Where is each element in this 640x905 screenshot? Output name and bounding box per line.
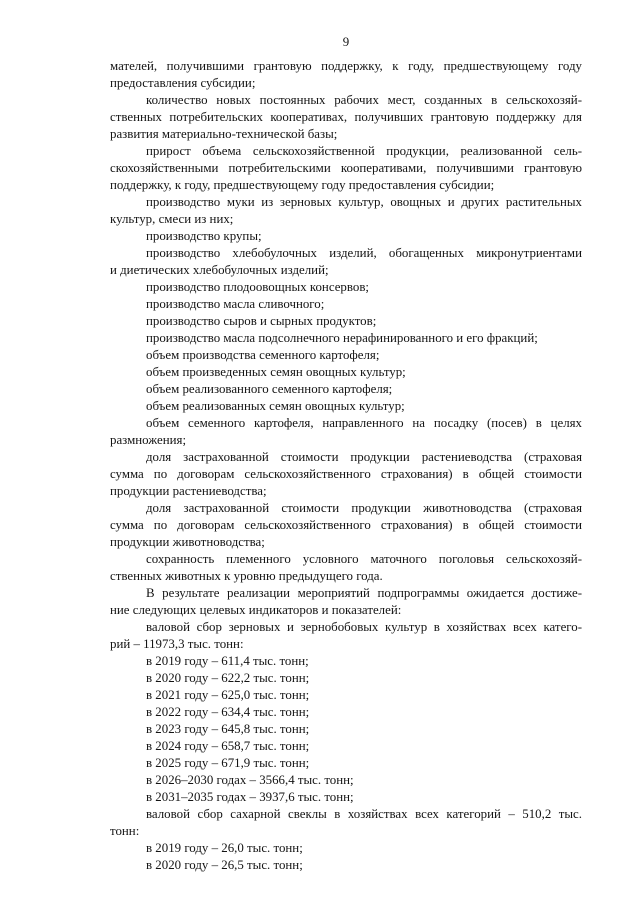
paragraph — [110, 653, 582, 670]
text-line: скохозяйственными потребительскими кооперативами, получившими грантовую — [110, 161, 582, 175]
paragraph — [110, 585, 582, 619]
text-line: в 2019 году – 26,0 тыс. тонн; — [146, 841, 303, 855]
text-line: валовой сбор зерновых и зернобобовых культур в хозяйствах всех катего- — [146, 620, 582, 634]
text-line: объем реализованных семян овощных культур; — [146, 399, 405, 413]
page-number: 9 — [342, 35, 350, 49]
paragraph — [110, 704, 582, 721]
text-line: в 2031–2035 годах – 3937,6 тыс. тонн; — [146, 790, 354, 804]
text-line: валовой сбор сахарной свеклы в хозяйствах всех категорий – 510,2 тыс. — [146, 807, 582, 821]
paragraph — [110, 143, 582, 194]
text-line: развития материально-технической базы; — [110, 127, 338, 141]
text-line: продукции животноводства; — [110, 535, 265, 549]
text-line: производство хлебобулочных изделий, обогащенных микронутриентами — [146, 246, 582, 260]
paragraph — [110, 772, 582, 789]
paragraph — [110, 381, 582, 398]
paragraph — [110, 296, 582, 313]
text-line: мателей, получившими грантовую поддержку, к году, предшествующему году — [110, 59, 582, 73]
text-line: и диетических хлебобулочных изделий; — [110, 263, 329, 277]
text-line: в 2023 году – 645,8 тыс. тонн; — [146, 722, 310, 736]
paragraph — [110, 449, 582, 500]
paragraph — [110, 840, 582, 857]
paragraph — [110, 313, 582, 330]
paragraph — [110, 687, 582, 704]
text-line: ние следующих целевых индикаторов и показателей: — [110, 603, 402, 617]
text-line: производство муки из зерновых культур, овощных и других растительных — [146, 195, 582, 209]
text-line: сумма по договорам сельскохозяйственного страхования) в общей стоимости — [110, 467, 582, 481]
paragraph — [110, 551, 582, 585]
paragraph — [110, 670, 582, 687]
document-body — [110, 58, 582, 874]
paragraph — [110, 279, 582, 296]
text-line: объем реализованного семенного картофеля; — [146, 382, 393, 396]
text-line: продукции растениеводства; — [110, 484, 267, 498]
text-line: в 2026–2030 годах – 3566,4 тыс. тонн; — [146, 773, 354, 787]
text-line: предоставления субсидии; — [110, 76, 256, 90]
paragraph — [110, 806, 582, 840]
text-line: производство масла сливочного; — [146, 297, 325, 311]
text-line: производство масла подсолнечного нерафинированного и его фракций; — [146, 331, 538, 345]
text-line: производство сыров и сырных продуктов; — [146, 314, 377, 328]
paragraph — [110, 92, 582, 143]
paragraph — [110, 347, 582, 364]
text-line: количество новых постоянных рабочих мест, созданных в сельскохозяй- — [146, 93, 582, 107]
paragraph — [110, 755, 582, 772]
text-line: размножения; — [110, 433, 187, 447]
paragraph — [110, 330, 582, 347]
text-line: производство плодоовощных консервов; — [146, 280, 369, 294]
text-line: объем производства семенного картофеля; — [146, 348, 380, 362]
paragraph — [110, 500, 582, 551]
text-line: поддержку, к году, предшествующему году предоставления субсидии; — [110, 178, 495, 192]
paragraph — [110, 738, 582, 755]
paragraph — [110, 194, 582, 228]
text-line: доля застрахованной стоимости продукции растениеводства (страховая — [146, 450, 582, 464]
paragraph — [110, 364, 582, 381]
paragraph — [110, 245, 582, 279]
text-line: в 2020 году – 26,5 тыс. тонн; — [146, 858, 303, 872]
text-line: в 2024 году – 658,7 тыс. тонн; — [146, 739, 310, 753]
text-line: ственных животных к уровню предыдущего года. — [110, 569, 383, 583]
paragraph — [110, 789, 582, 806]
text-line: в 2022 году – 634,4 тыс. тонн; — [146, 705, 310, 719]
text-line: доля застрахованной стоимости продукции животноводства (страховая — [146, 501, 582, 515]
text-line: в 2021 году – 625,0 тыс. тонн; — [146, 688, 310, 702]
text-line: культур, смеси из них; — [110, 212, 234, 226]
text-line: рий – 11973,3 тыс. тонн: — [110, 637, 244, 651]
text-line: объем произведенных семян овощных культур; — [146, 365, 406, 379]
paragraph — [110, 398, 582, 415]
paragraph — [110, 619, 582, 653]
text-line: производство крупы; — [146, 229, 262, 243]
text-line: В результате реализации мероприятий подпрограммы ожидается достиже- — [146, 586, 582, 600]
paragraph — [110, 58, 582, 92]
text-line: сохранность племенного условного маточного поголовья сельскохозяй- — [146, 552, 582, 566]
text-line: в 2019 году – 611,4 тыс. тонн; — [146, 654, 309, 668]
text-line: прирост объема сельскохозяйственной продукции, реализованной сель- — [146, 144, 582, 158]
paragraph — [110, 228, 582, 245]
paragraph — [110, 857, 582, 874]
text-line: тонн: — [110, 824, 140, 838]
text-line: сумма по договорам сельскохозяйственного страхования) в общей стоимости — [110, 518, 582, 532]
text-line: в 2020 году – 622,2 тыс. тонн; — [146, 671, 310, 685]
text-line: объем семенного картофеля, направленного на посадку (посев) в целях — [146, 416, 582, 430]
text-line: ственных потребительских кооперативах, получивших грантовую поддержку для — [110, 110, 582, 124]
text-line: в 2025 году – 671,9 тыс. тонн; — [146, 756, 310, 770]
paragraph — [110, 721, 582, 738]
paragraph — [110, 415, 582, 449]
